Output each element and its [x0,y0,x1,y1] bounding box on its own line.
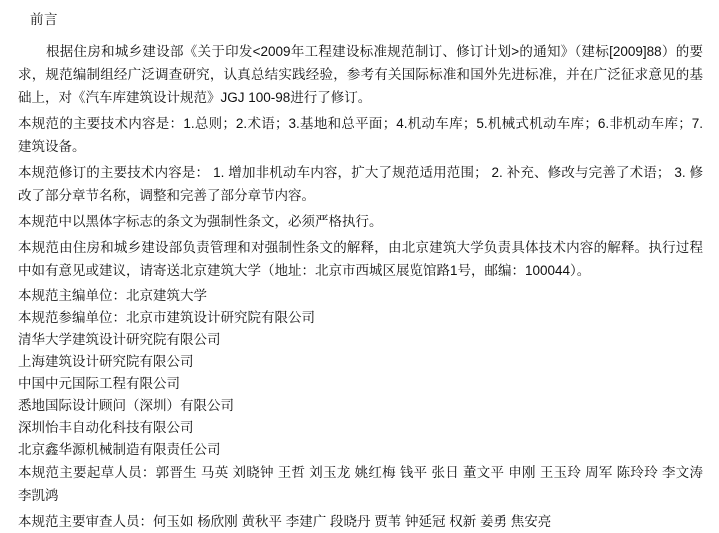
paragraph-basis: 根据住房和城乡建设部《关于印发<2009年工程建设标准规范制订、修订计划>的通知》（建标[2009]88）的要求，规范编制组经广泛调查研究，认真总结实践经验，参考有关国际标准和国外先进标准，并在广泛征求意见的基础上，对《汽车库建筑设计规范》JGJ 100-98进行了修订。 [18,44,703,105]
line-participating-units-label: 本规范参编单位：北京市建筑设计研究院有限公司 [18,310,315,325]
personnel-list [18,461,709,533]
line-chief-editor-unit: 本规范主编单位：北京建筑大学 [18,288,207,303]
paragraph-bold-clause: 本规范中以黑体字标志的条文为强制性条文，必须严格执行。 [18,214,383,229]
paragraph-management: 本规范由住房和城乡建设部负责管理和对强制性条文的解释，由北京建筑大学负责具体技术内容的解释。执行过程中如有意见或建议，请寄送北京建筑大学（地址：北京市西城区展览馆路1号，邮编：100044）。 [18,240,703,278]
paragraph-drafters: 本规范主要起草人员：郭晋生 马英 刘晓钟 王哲 刘玉龙 姚红梅 钱平 张日 董文平 申刚 王玉玲 周军 陈玲玲 李文涛 李凯鸿 [18,465,703,503]
unit-list [18,285,709,461]
paragraph-reviewers: 本规范主要审查人员：何玉如 杨欣刚 黄秋平 李建广 段晓丹 贾苇 钟延冠 权新 姜勇 焦安亮 [18,514,552,529]
line-unit-zhongyuan: 中国中元国际工程有限公司 [18,376,180,391]
line-unit-xidi: 悉地国际设计顾问（深圳）有限公司 [18,398,234,413]
line-unit-shenzhen-yifeng: 深圳怡丰自动化科技有限公司 [18,420,194,435]
line-unit-shanghai: 上海建筑设计研究院有限公司 [18,354,194,369]
preface-body [18,40,709,282]
line-unit-tsinghua: 清华大学建筑设计研究院有限公司 [18,332,221,347]
paragraph-main-content: 本规范的主要技术内容是：1.总则；2.术语；3.基地和总平面；4.机动车库；5.机械式机动车库；6.非机动车库；7.建筑设备。 [18,116,703,154]
page-title: 前言 [30,12,58,27]
paragraph-revision-content: 本规范修订的主要技术内容是： 1. 增加非机动车内容，扩大了规范适用范围； 2. 补充、修改与完善了术语； 3. 修改了部分章节名称，调整和完善了部分章节内容。 [18,165,703,203]
line-unit-xinhuayuan: 北京鑫华源机械制造有限责任公司 [18,442,221,457]
